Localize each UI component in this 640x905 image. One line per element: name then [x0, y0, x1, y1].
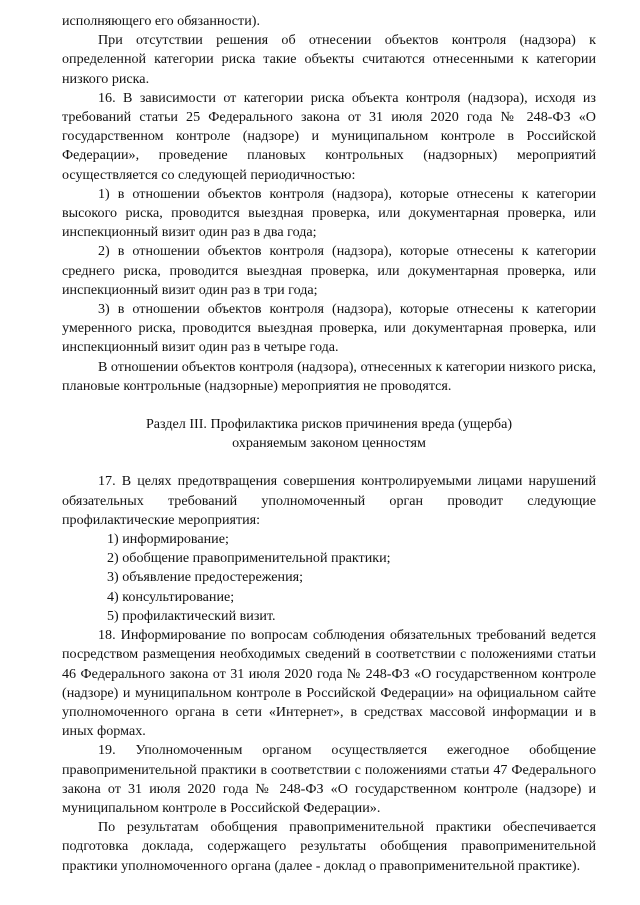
list-item: 4) консультирование;: [107, 588, 235, 605]
paragraph-16: 16. В зависимости от категории риска объекта контроля (надзора), исходя из требований статьи 25 Федерального закона от 31 июля 2020 года № 248-ФЗ «О государственном контроле (надзоре) и муниципальном контроле в Российской Федерации», проведение плановых контрольных (надзорных) мероприятий осуществляется со следующей периодичностью:: [62, 89, 596, 183]
paragraph-16-item-2: 2) в отношении объектов контроля (надзора), которые отнесены к категории среднего риска, проводится выездная проверка, или документарная проверка, или инспекционный визит один раз в три года;: [62, 243, 596, 298]
section-heading-line-1: Раздел III. Профилактика рисков причинения вреда (ущерба): [145, 416, 513, 433]
paragraph-report: По результатам обобщения правоприменительной практики обеспечивается подготовка доклада, содержащего результаты обобщения правоприменительной практики уполномоченного органа (далее - доклад о правоприменительной практике).: [62, 819, 596, 874]
list-item: 2) обобщение правоприменительной практики;: [107, 550, 391, 567]
preventive-measures-list: [62, 530, 596, 626]
spacer: [62, 453, 596, 472]
list-item: 5) профилактический визит.: [107, 607, 276, 624]
paragraph-17: 17. В целях предотвращения совершения контролируемыми лицами нарушений обязательных требований уполномоченный орган проводит следующие профилактические мероприятия:: [62, 473, 596, 528]
paragraph-continuation: исполняющего его обязанности).: [62, 13, 260, 29]
spacer: [62, 396, 596, 415]
paragraph-16-item-1: 1) в отношении объектов контроля (надзора), которые отнесены к категории высокого риска, проводится выездная проверка, или документарная проверка, или инспекционный визит один раз в два года;: [62, 185, 596, 241]
document-page: [62, 12, 596, 876]
paragraph-low-risk: В отношении объектов контроля (надзора), отнесенных к категории низкого риска, плановые контрольные (надзорные) мероприятия не проводятся.: [62, 358, 596, 394]
paragraph-16-item-3: 3) в отношении объектов контроля (надзора), которые отнесены к категории умеренного риска, проводится выездная проверка, или документарная проверка, или инспекционный визит один раз в четыре года.: [62, 301, 596, 356]
paragraph-18: 18. Информирование по вопросам соблюдения обязательных требований ведется посредством размещения необходимых сведений в соответствии с положениями статьи 46 Федерального закона от 31 июля 2020 года № 248-ФЗ «О государственном контроле (надзоре) и муниципальном контроле в Российской Федерации» на официальном сайте уполномоченного органа в сети «Интернет», в средствах массовой информации и в иных формах.: [62, 627, 596, 740]
list-item: 1) информирование;: [107, 531, 229, 548]
section-heading-line-2: охраняемым законом ценностям: [232, 435, 426, 452]
paragraph-19: 19. Уполномоченным органом осуществляется ежегодное обобщение правоприменительной практики в соответствии с положениями статьи 47 Федерального закона от 31 июля 2020 года № 248-ФЗ «О государственном контроле (надзоре) и муниципальном контроле в Российской Федерации».: [62, 742, 596, 816]
paragraph-default-risk: При отсутствии решения об отнесении объектов контроля (надзора) к определенной категории риска такие объекты считаются отнесенными к категории низкого риска.: [62, 32, 596, 87]
list-item: 3) объявление предостережения;: [107, 569, 304, 586]
